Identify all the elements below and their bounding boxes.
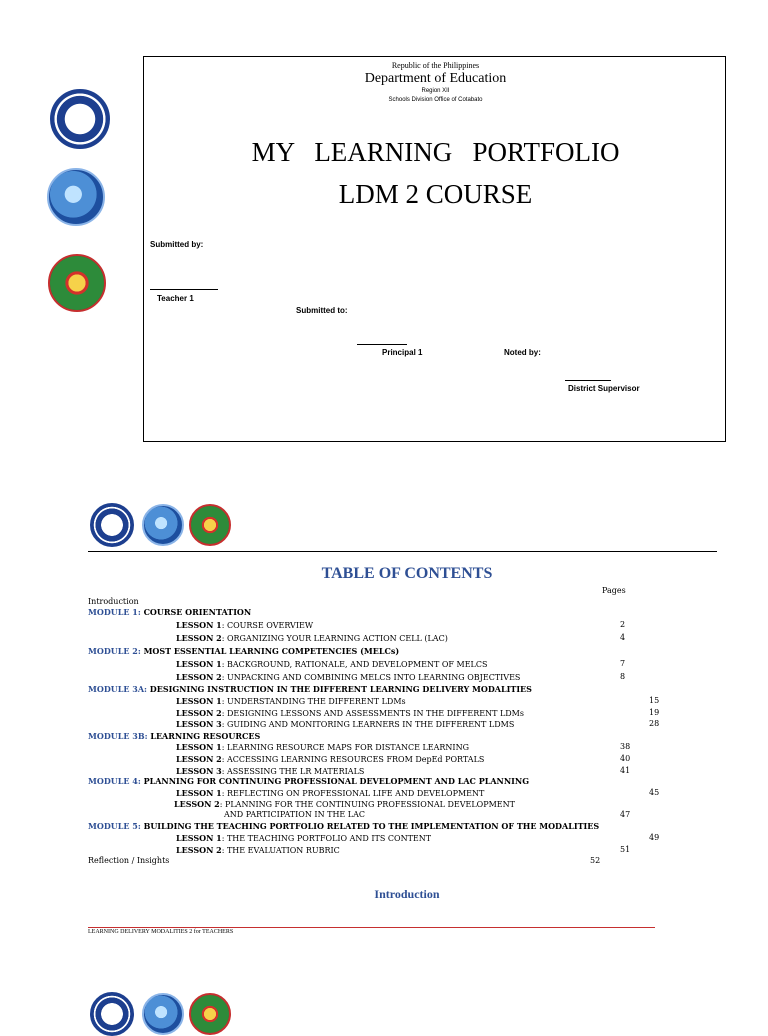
toc-lesson: LESSON 2: DESIGNING LESSONS AND ASSESSMENTS IN THE DIFFERENT LDMs [176, 708, 524, 718]
module-title: BUILDING THE TEACHING PORTFOLIO RELATED TO THE IMPLEMENTATION OF THE MODALITIES [143, 821, 600, 831]
toc-page: 41 [620, 766, 631, 775]
toc-page: 38 [620, 742, 631, 751]
module-title: PLANNING FOR CONTINUING PROFESSIONAL DEVELOPMENT AND LAC PLANNING [143, 776, 530, 786]
toc-page: 49 [649, 833, 660, 842]
toc-page: 52 [590, 856, 601, 865]
republic-text: Republic of the Philippines [391, 61, 480, 70]
module-title: COURSE ORIENTATION [143, 607, 252, 617]
footer-rule [88, 927, 655, 928]
module-label: MODULE 3B [88, 731, 145, 741]
toc-lesson: LESSON 2: PLANNING FOR THE CONTINUING PROFESSIONAL DEVELOPMENT [174, 799, 515, 809]
region-seal-icon [47, 168, 105, 226]
footer-text: LEARNING DELIVERY MODALITIES 2 for TEACHERS [88, 929, 234, 935]
toc-introduction: Introduction [88, 597, 139, 606]
module-label: MODULE 1 [88, 607, 138, 617]
toc-page: 45 [649, 788, 660, 797]
deped-seal-icon [90, 992, 134, 1036]
toc-lesson: LESSON 3: ASSESSING THE LR MATERIALS [176, 766, 365, 776]
toc-page: 2 [620, 620, 626, 629]
noted-by-label: Noted by: [504, 348, 541, 357]
module-label: MODULE 5 [88, 821, 138, 831]
toc-title: TABLE OF CONTENTS [321, 565, 493, 582]
supervisor-signature-line [565, 380, 611, 381]
deped-seal-icon [50, 89, 110, 149]
course-title: LDM 2 COURSE [338, 179, 533, 209]
principal-signature-line [357, 344, 407, 345]
division-seal-icon [189, 504, 231, 546]
toc-lesson: LESSON 2: THE EVALUATION RUBRIC [176, 845, 340, 855]
toc-page: 4 [620, 633, 626, 642]
header-rule [88, 551, 717, 552]
department-text: Department of Education [364, 71, 507, 86]
cover-box [143, 56, 726, 442]
region-seal-icon [142, 993, 184, 1035]
toc-page: 40 [620, 754, 631, 763]
division-seal-icon [189, 993, 231, 1035]
toc-page: 28 [649, 719, 660, 728]
toc-page: 51 [620, 845, 631, 854]
deped-seal-icon [90, 503, 134, 547]
toc-lesson: LESSON 2: UNPACKING AND COMBINING MELCS INTO LEARNING OBJECTIVES [176, 672, 521, 682]
toc-reflection: Reflection / Insights [88, 856, 170, 865]
introduction-heading: Introduction [374, 887, 440, 901]
toc-lesson: LESSON 1: COURSE OVERVIEW [176, 620, 314, 630]
toc-lesson: LESSON 1: LEARNING RESOURCE MAPS FOR DISTANCE LEARNING [176, 742, 469, 752]
toc-page: 15 [649, 696, 660, 705]
module-label: MODULE 2 [88, 646, 138, 656]
toc-lesson: LESSON 3: GUIDING AND MONITORING LEARNERS IN THE DIFFERENT LDMS [176, 719, 515, 729]
toc-lesson: LESSON 1: THE TEACHING PORTFOLIO AND ITS CONTENT [176, 833, 432, 843]
region-seal-icon [142, 504, 184, 546]
submitted-to-label: Submitted to: [296, 306, 348, 315]
module-title: MOST ESSENTIAL LEARNING COMPETENCIES (MELCs) [143, 646, 400, 656]
toc-page: 7 [620, 659, 626, 668]
toc-page: 47 [620, 810, 631, 819]
toc-page: 19 [649, 708, 660, 717]
module-label: MODULE 3A [88, 684, 145, 694]
toc-lesson: LESSON 1: UNDERSTANDING THE DIFFERENT LDMs [176, 696, 406, 706]
module-label: MODULE 4 [88, 776, 138, 786]
submitted-by-label: Submitted by: [150, 240, 204, 249]
toc-page: 8 [620, 672, 626, 681]
toc-lesson-continued: AND PARTICIPATION IN THE LAC [224, 810, 366, 819]
toc-lesson: LESSON 2: ORGANIZING YOUR LEARNING ACTION CELL (LAC) [176, 633, 448, 643]
module-title: LEARNING RESOURCES [150, 731, 261, 741]
division-text: Schools Division Office of Cotabato [388, 97, 483, 103]
principal-label: Principal 1 [382, 348, 423, 357]
teacher-signature-line [150, 289, 218, 290]
toc-lesson: LESSON 1: REFLECTING ON PROFESSIONAL LIFE AND DEVELOPMENT [176, 788, 485, 798]
region-text: Region XII [421, 88, 450, 94]
portfolio-title: MY LEARNING PORTFOLIO [251, 137, 620, 167]
division-seal-icon [48, 254, 106, 312]
toc-lesson: LESSON 2: ACCESSING LEARNING RESOURCES FROM DepEd PORTALS [176, 754, 485, 764]
toc-lesson: LESSON 1: BACKGROUND, RATIONALE, AND DEVELOPMENT OF MELCS [176, 659, 488, 669]
pages-label: Pages [602, 586, 626, 595]
teacher-label: Teacher 1 [157, 294, 194, 303]
supervisor-label: District Supervisor [568, 384, 640, 393]
module-title: DESIGNING INSTRUCTION IN THE DIFFERENT LEARNING DELIVERY MODALITIES [149, 684, 532, 694]
